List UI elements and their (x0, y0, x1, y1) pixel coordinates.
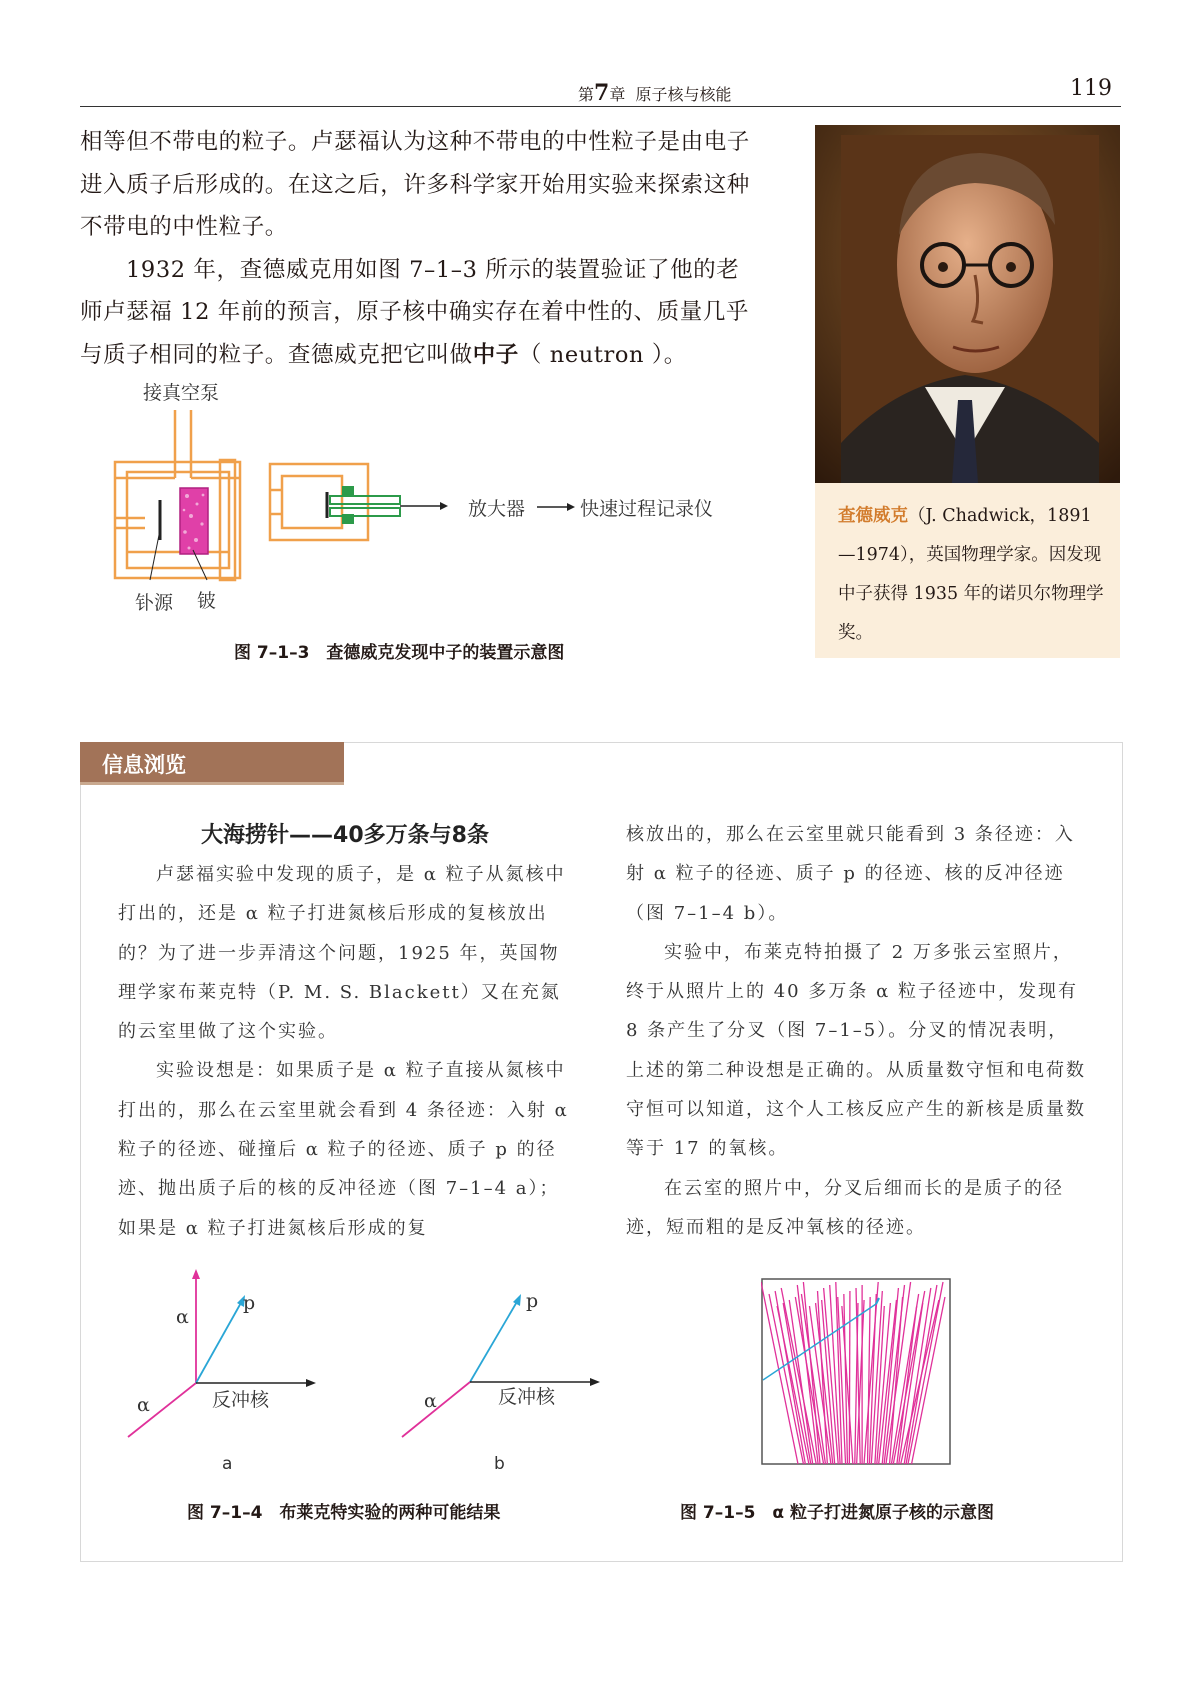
label-vacuum-pump: 接真空泵 (143, 382, 220, 404)
body-p2-text: 1932 年，查德威克用如图 7–1–3 所示的装置验证了他的老师卢瑟福 12 年前的预言，原子核中确实存在着中性的、质量几乎与质子相同的粒子。查德威克把它叫做 (80, 256, 750, 368)
fig4b-recoil-label: 反冲核 (498, 1386, 556, 1408)
body-paragraph-2 (80, 249, 750, 377)
chadwick-portrait (815, 125, 1120, 483)
label-beryllium: 铍 (197, 590, 217, 612)
neutron-term: 中子 (472, 341, 519, 368)
label-recorder: 快速过程记录仪 (580, 498, 714, 520)
fig4b-sublabel: b (494, 1454, 505, 1474)
header-rule (80, 106, 1121, 107)
chapter-title: 原子核与核能 (635, 85, 732, 104)
info-right-paragraph-2: 实验中，布莱克特拍摄了 2 万多张云室照片，终于从照片上的 40 多万条 α 粒子径迹中，发现有 8 条产生了分叉（图 7–1–5）。分叉的情况表明，上述的第二种设想是正确的。从质量数守恒和电荷数守恒可以知道，这个人工核反应产生的新核是质量数等于 17 的氧核。 (626, 941, 1086, 1160)
chapter-number: 7 (594, 80, 610, 106)
fig4a-sublabel: a (222, 1454, 233, 1474)
chapter-prefix: 第 (578, 85, 595, 104)
info-left-paragraph-2: 实验设想是：如果质子是 α 粒子直接从氮核中打出的，那么在云室里就会看到 4 条径迹：入射 α 粒子的径迹、碰撞后 α 粒子的径迹、质子 p 的径迹、抛出质子后的核的反冲径迹（图 7–1–4 a）；如果是 α 粒子打进氮核后形成的复 (118, 1060, 569, 1239)
label-amplifier: 放大器 (468, 498, 526, 520)
info-title: 大海捞针——40多万条与8条 (201, 823, 489, 848)
label-polonium: 钋源 (135, 592, 174, 614)
body-text (80, 121, 750, 376)
chapter-suffix: 章 (609, 85, 626, 104)
info-right-paragraph-1: 核放出的，那么在云室里就只能看到 3 条径迹：入射 α 粒子的径迹、质子 p 的径迹、核的反冲径迹（图 7–1–4 b）。 (626, 824, 1075, 924)
fig4a-alpha-in-label: α (137, 1394, 150, 1416)
figure-7-1-4-caption: 图 7–1–4 布莱克特实验的两种可能结果 (187, 1503, 501, 1523)
body-p2-end: （ neutron ）。 (518, 341, 687, 368)
fig4b-alpha-label: α (424, 1390, 437, 1412)
figure-7-1-4a-diagram (120, 1265, 320, 1450)
cloud-chamber-diagram (761, 1278, 951, 1465)
info-tab (80, 742, 344, 782)
info-right-paragraph-3: 在云室的照片中，分叉后细而长的是质子的径迹，短而粗的是反冲氧核的径迹。 (626, 1177, 1064, 1238)
fig4b-proton-label: p (526, 1290, 539, 1312)
chapter-header (578, 80, 732, 106)
figure-7-1-3-caption: 图 7–1–3 查德威克发现中子的装置示意图 (234, 643, 565, 663)
body-paragraph-1: 相等但不带电的粒子。卢瑟福认为这种不带电的中性粒子是由电子进入质子后形成的。在这之后，许多科学家开始用实验来探索这种不带电的中性粒子。 (80, 129, 750, 240)
info-tab-underline (80, 782, 344, 785)
fig4a-alpha-out-label: α (176, 1306, 189, 1328)
fig4a-recoil-label: 反冲核 (212, 1389, 270, 1411)
page-number: 119 (1070, 76, 1112, 101)
info-left-paragraph-1: 卢瑟福实验中发现的质子，是 α 粒子从氮核中打出的，还是 α 粒子打进氮核后形成的复核放出的？为了进一步弄清这个问题，1925 年，英国物理学家布莱克特（P. M. S. Blackett）又在充氮的云室里做了这个实验。 (118, 864, 566, 1043)
fig4a-proton-label: p (243, 1292, 256, 1314)
figure-7-1-4b-diagram (398, 1265, 608, 1450)
info-tab-label: 信息浏览 (102, 753, 186, 777)
info-left-column (118, 855, 574, 1248)
caption-name: 查德威克 (838, 506, 908, 526)
caption-description: （J. Chadwick，1891—1974），英国物理学家。因发现中子获得 1935 年的诺贝尔物理学奖。 (838, 506, 1104, 643)
figure-7-1-5-caption: 图 7–1–5 α 粒子打进氮原子核的示意图 (680, 1503, 995, 1523)
alpha-track (849, 1291, 850, 1464)
photo-caption (838, 497, 1108, 653)
info-right-column (626, 815, 1086, 1247)
